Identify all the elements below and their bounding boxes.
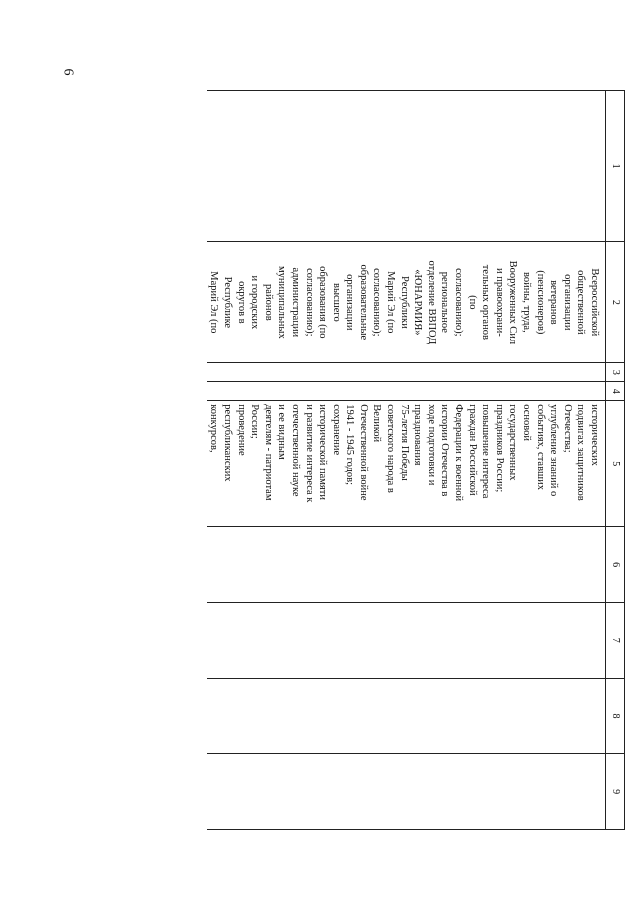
column-number-row [606,91,625,830]
participants-line: образовательные [357,264,369,341]
expected-results-line: проведение [235,404,247,456]
expected-results-line: 1941 - 1945 годов; [344,404,356,486]
participants-line: ветеранов [548,280,560,325]
expected-results-line: Федерации к военной [453,404,465,502]
participants-line: округов в [235,281,247,324]
expected-results-line: сохранение [330,404,342,456]
participants-line: муниципальных [276,266,288,339]
expected-results-line: основой [521,404,533,441]
expected-results-line: и ее видным [276,404,288,460]
expected-results-line: государственных [507,404,519,481]
participants-line: тельных органов [480,264,492,340]
participants-text [207,242,605,362]
cell-col3 [207,363,606,382]
participants-line: и правоохрани- [493,267,505,337]
expected-results-line: республиканских [221,404,233,482]
expected-results-line: событиях, ставших [534,404,546,490]
expected-results-line: подвигах защитников [575,404,587,501]
expected-results-line: повышение интереса [480,404,492,499]
expected-results-line: исторических [589,404,600,466]
expected-results-line: отечественной науке [289,404,301,497]
data-table [207,90,625,830]
participants-line: войны, труда, [521,271,533,333]
participants-line: согласованию); [303,268,315,337]
expected-results-line: празднования [412,404,424,466]
column-number-4: 4 [606,382,625,401]
participants-line: Республики [398,276,410,329]
expected-results-line: исторической памяти [317,404,329,500]
table-row [207,91,606,830]
column-number-3: 3 [606,363,625,382]
participants-line: Республике [221,276,233,329]
cell-col4 [207,382,606,401]
column-number-2: 2 [606,242,625,363]
column-number-7: 7 [606,602,625,678]
participants-line: организации [344,274,356,331]
participants-line: организации [561,274,573,331]
expected-results-line: советского народа в [385,404,397,493]
participants-line: и городских [249,275,261,330]
participants-line: Вооруженных Сил [507,260,519,345]
participants-line: согласованию); [371,268,383,337]
expected-results-line: и развитие интереса к [303,404,315,503]
expected-results-line: конкурсов, [208,404,220,453]
expected-results-line: Великой [371,404,383,443]
cell-col7 [207,602,606,678]
column-number-5: 5 [606,401,625,527]
participants-line: согласованию); [453,268,465,337]
expected-results-line: Отечественной войне [357,404,369,501]
participants-line: администрации [289,267,301,338]
expected-results-line: России; [249,404,261,439]
expected-results-line: праздников России; [493,404,505,493]
expected-results-text [207,401,605,526]
expected-results-line: граждан Российской [466,404,478,496]
expected-results-line: углубление знаний о [548,404,560,497]
participants-line: районов [262,284,274,321]
participants-line: отделение ВВПОД [425,260,437,345]
participants-line: (пенсионеров) [534,270,546,335]
participants-line: Всероссийской [589,268,600,337]
participants-line: Марий Эл (по [385,271,397,334]
participants-line: «ЮНАРМИЯ» [412,269,424,336]
participants-line: высшего [330,283,342,322]
expected-results-line: Отечества; [561,404,573,453]
expected-results-line: 75-летия Победы [398,404,410,481]
column-number-8: 8 [606,678,625,754]
cell-col8 [207,678,606,754]
participants-line: Марий Эл (по [208,271,220,334]
participants-line: образования (по [317,266,329,339]
column-number-6: 6 [606,527,625,603]
cell-col9 [207,754,606,830]
page-number: 6 [60,68,76,76]
rotated-table-sheet [100,90,625,830]
cell-col1 [207,91,606,242]
column-number-9: 9 [606,754,625,830]
expected-results-line: истории Отечества в [439,404,451,497]
cell-col6 [207,527,606,603]
cell-col5 [207,401,606,527]
participants-line: (по [466,295,478,310]
cell-col2 [207,242,606,363]
column-number-1: 1 [606,91,625,242]
expected-results-line: ходе подготовки и [425,404,437,486]
participants-line: региональное [439,271,451,333]
participants-line: общественной [575,270,587,335]
expected-results-line: деятелям - патриотам [262,404,274,501]
